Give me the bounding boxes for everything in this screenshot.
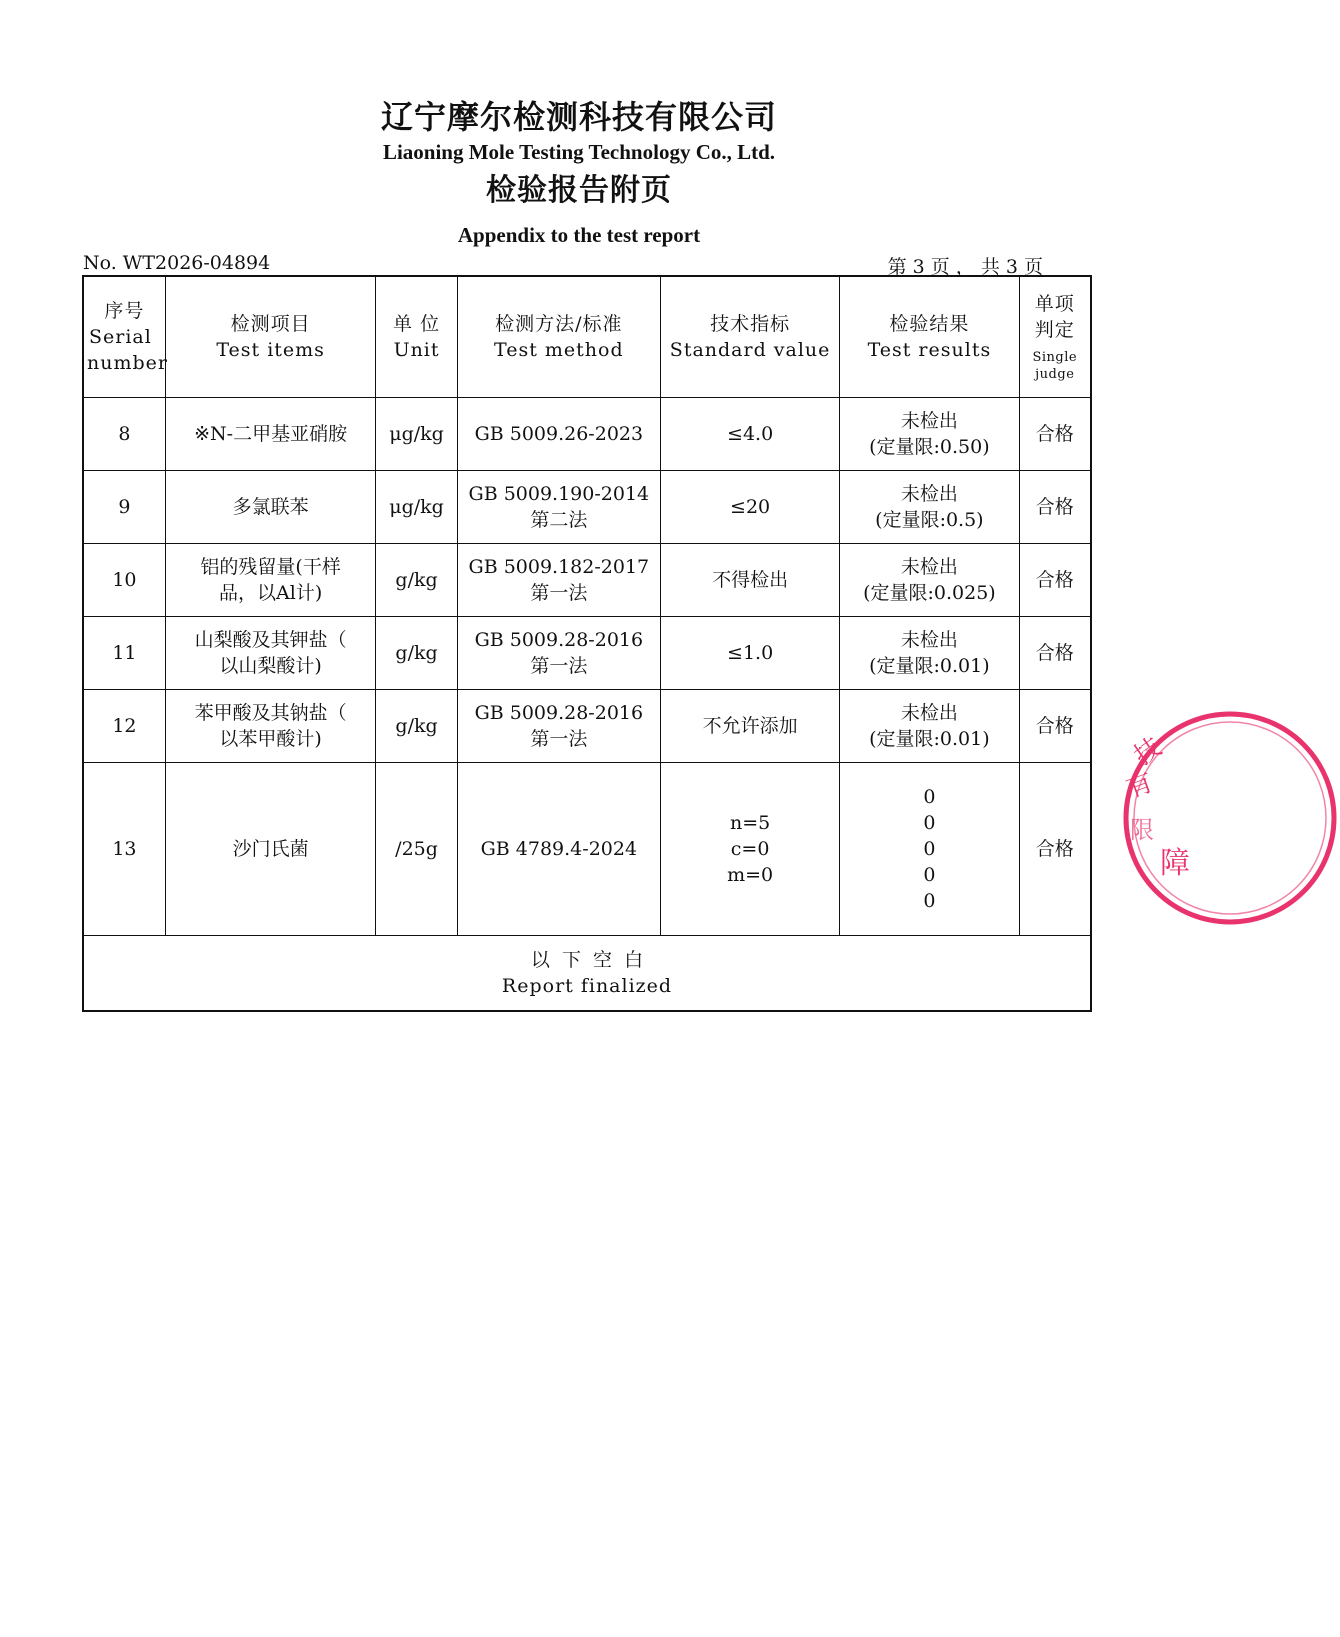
test-item-cell: 山梨酸及其钾盐（ 以山梨酸计) xyxy=(165,616,376,689)
col-header-test-results: 检验结果 Test results xyxy=(840,276,1019,397)
method-cell: GB 5009.182-2017 第一法 xyxy=(457,543,660,616)
standard-cell: 不得检出 xyxy=(660,543,839,616)
result-cell: 未检出 (定量限:0.01) xyxy=(840,616,1019,689)
report-end-note: 以 下 空 白 Report finalized xyxy=(83,935,1091,1011)
table-row xyxy=(83,689,1091,762)
unit-cell: g/kg xyxy=(376,543,457,616)
svg-text:有: 有 xyxy=(1122,767,1157,805)
judge-cell: 合格 xyxy=(1019,616,1091,689)
result-cell: 未检出 (定量限:0.5) xyxy=(840,470,1019,543)
unit-cell: g/kg xyxy=(376,616,457,689)
svg-text:障: 障 xyxy=(1160,846,1190,881)
standard-cell: 不允许添加 xyxy=(660,689,839,762)
table-header-row xyxy=(83,276,1091,397)
table-row xyxy=(83,470,1091,543)
unit-cell: g/kg xyxy=(376,689,457,762)
judge-cell: 合格 xyxy=(1019,762,1091,935)
serial-cell: 12 xyxy=(83,689,165,762)
svg-text:限: 限 xyxy=(1130,816,1154,844)
col-header-standard-value: 技术指标 Standard value xyxy=(660,276,839,397)
company-name-cn: 辽宁摩尔检测科技有限公司 xyxy=(380,98,777,136)
test-item-cell: 铝的残留量(干样 品，以Al计) xyxy=(165,543,376,616)
method-cell: GB 4789.4-2024 xyxy=(457,762,660,935)
company-seal-stamp xyxy=(1120,708,1340,928)
results-table xyxy=(82,275,1092,1012)
judge-cell: 合格 xyxy=(1019,397,1091,470)
test-item-cell: ※N-二甲基亚硝胺 xyxy=(165,397,376,470)
report-title-cn: 检验报告附页 xyxy=(486,173,672,208)
serial-cell: 11 xyxy=(83,616,165,689)
method-cell: GB 5009.28-2016 第一法 xyxy=(457,616,660,689)
report-title-en: Appendix to the test report xyxy=(457,223,701,247)
table-row xyxy=(83,543,1091,616)
company-name-en: Liaoning Mole Testing Technology Co., Ltd. xyxy=(382,140,776,164)
col-header-serial: 序号 Serial number xyxy=(83,276,165,397)
table-row xyxy=(83,616,1091,689)
page-indicator: 第 3 页 ， 共 3 页 xyxy=(887,256,1043,278)
test-item-cell: 多氯联苯 xyxy=(165,470,376,543)
col-header-test-items: 检测项目 Test items xyxy=(165,276,376,397)
method-cell: GB 5009.26-2023 xyxy=(457,397,660,470)
result-cell: 未检出 (定量限:0.025) xyxy=(840,543,1019,616)
method-cell: GB 5009.28-2016 第一法 xyxy=(457,689,660,762)
result-cell: 未检出 (定量限:0.50) xyxy=(840,397,1019,470)
standard-cell: ≤4.0 xyxy=(660,397,839,470)
standard-cell: n=5 c=0 m=0 xyxy=(660,762,839,935)
svg-text:技: 技 xyxy=(1128,732,1168,772)
col-header-single-judge: 单项 判定 Single judge xyxy=(1019,276,1091,397)
report-number: No. WT2026-04894 xyxy=(83,252,271,274)
serial-cell: 9 xyxy=(83,470,165,543)
unit-cell: μg/kg xyxy=(376,397,457,470)
test-item-cell: 沙门氏菌 xyxy=(165,762,376,935)
serial-cell: 13 xyxy=(83,762,165,935)
result-cell: 未检出 (定量限:0.01) xyxy=(840,689,1019,762)
serial-cell: 8 xyxy=(83,397,165,470)
table-row xyxy=(83,762,1091,935)
standard-cell: ≤1.0 xyxy=(660,616,839,689)
unit-cell: /25g xyxy=(376,762,457,935)
method-cell: GB 5009.190-2014 第二法 xyxy=(457,470,660,543)
table-footer-row xyxy=(83,935,1091,1011)
col-header-test-method: 检测方法/标准 Test method xyxy=(457,276,660,397)
judge-cell: 合格 xyxy=(1019,543,1091,616)
serial-cell: 10 xyxy=(83,543,165,616)
col-header-unit: 单 位 Unit xyxy=(376,276,457,397)
judge-cell: 合格 xyxy=(1019,689,1091,762)
result-cell: 0 0 0 0 0 xyxy=(840,762,1019,935)
test-item-cell: 苯甲酸及其钠盐（ 以苯甲酸计) xyxy=(165,689,376,762)
standard-cell: ≤20 xyxy=(660,470,839,543)
judge-cell: 合格 xyxy=(1019,470,1091,543)
table-row xyxy=(83,397,1091,470)
unit-cell: μg/kg xyxy=(376,470,457,543)
